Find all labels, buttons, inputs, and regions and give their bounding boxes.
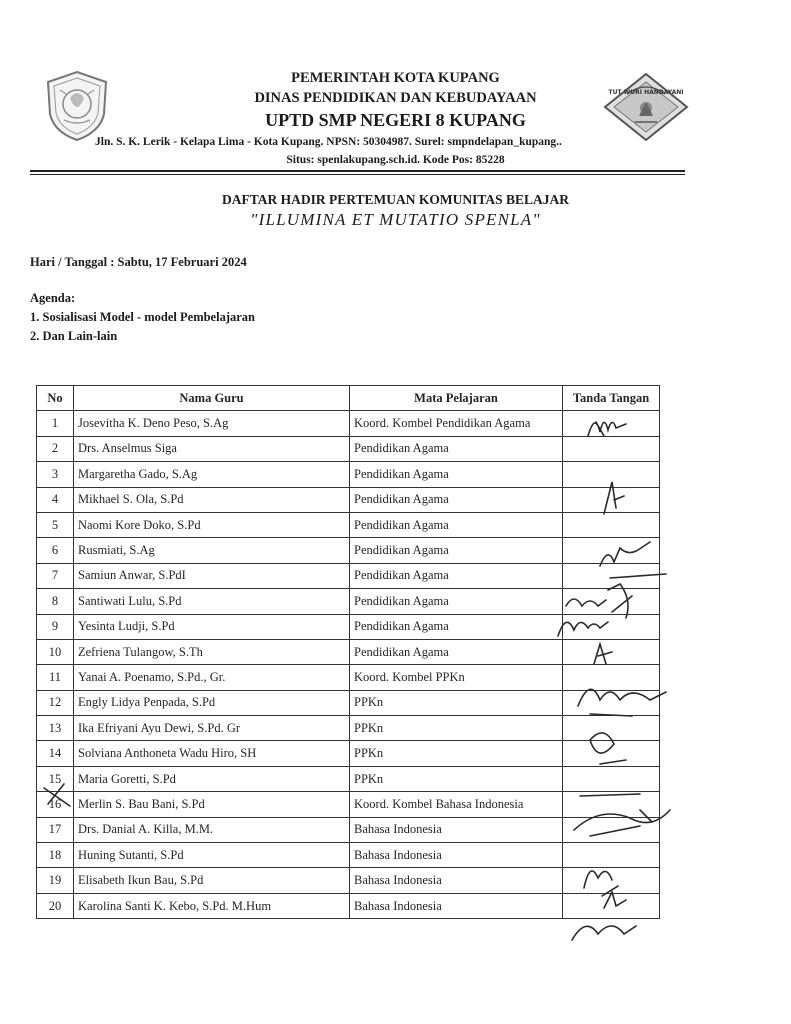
teacher-name: Huning Sutanti, S.Pd [74, 843, 350, 868]
signature-cell [563, 843, 660, 868]
teacher-name: Karolina Santi K. Kebo, S.Pd. M.Hum [74, 893, 350, 918]
teacher-name: Ika Efriyani Ayu Dewi, S.Pd. Gr [74, 716, 350, 741]
row-number: 17 [37, 817, 74, 842]
teacher-name: Yesinta Ludji, S.Pd [74, 614, 350, 639]
header-no: No [37, 386, 74, 411]
agenda-label: Agenda: [30, 291, 76, 305]
table-row [37, 792, 660, 817]
header-signature: Tanda Tangan [563, 386, 660, 411]
signature-cell [563, 411, 660, 436]
signature-cell [563, 487, 660, 512]
letterhead-department: DINAS PENDIDIKAN DAN KEBUDAYAAN [254, 90, 537, 106]
row-number: 10 [37, 639, 74, 664]
subject: Pendidikan Agama [350, 614, 563, 639]
subject: Pendidikan Agama [350, 589, 563, 614]
teacher-name: Elisabeth Ikun Bau, S.Pd [74, 868, 350, 893]
signature-cell [563, 436, 660, 461]
letterhead-rule-thin [30, 174, 685, 175]
table-row [37, 639, 660, 664]
table-row [37, 690, 660, 715]
signature-cell [563, 665, 660, 690]
teacher-name: Rusmiati, S.Ag [74, 538, 350, 563]
header-subject: Mata Pelajaran [350, 386, 563, 411]
row-number: 13 [37, 716, 74, 741]
date-line: Hari / Tanggal : Sabtu, 17 Februari 2024 [30, 255, 247, 269]
table-row [37, 741, 660, 766]
signature-cell [563, 639, 660, 664]
teacher-name: Josevitha K. Deno Peso, S.Ag [74, 411, 350, 436]
subject: Koord. Kombel PPKn [350, 665, 563, 690]
teacher-name: Drs. Danial A. Killa, M.M. [74, 817, 350, 842]
agenda-item: 2. Dan Lain-lain [30, 329, 118, 343]
teacher-name: Drs. Anselmus Siga [74, 436, 350, 461]
row-number: 7 [37, 563, 74, 588]
signature-cell [563, 868, 660, 893]
row-number: 18 [37, 843, 74, 868]
subject: Bahasa Indonesia [350, 817, 563, 842]
signature-cell [563, 614, 660, 639]
attendance-table [36, 385, 660, 919]
subject: Pendidikan Agama [350, 487, 563, 512]
table-row [37, 538, 660, 563]
row-number: 12 [37, 690, 74, 715]
table-row [37, 589, 660, 614]
subject: Koord. Kombel Bahasa Indonesia [350, 792, 563, 817]
signature-cell [563, 716, 660, 741]
teacher-name: Santiwati Lulu, S.Pd [74, 589, 350, 614]
table-row [37, 766, 660, 791]
tut-wuri-logo-text: TUT WURI HANDAYANI [608, 89, 684, 96]
letterhead-government: PEMERINTAH KOTA KUPANG [291, 70, 500, 86]
subject: Pendidikan Agama [350, 436, 563, 461]
teacher-name: Zefriena Tulangow, S.Th [74, 639, 350, 664]
letterhead-website: Situs: spenlakupang.sch.id. Kode Pos: 85228 [286, 154, 505, 166]
signature-cell [563, 893, 660, 918]
document-title: DAFTAR HADIR PERTEMUAN KOMUNITAS BELAJAR [221, 192, 570, 207]
row-number: 11 [37, 665, 74, 690]
letterhead-address: Jln. S. K. Lerik - Kelapa Lima - Kota Kupang. NPSN: 50304987. Surel: smpndelapan_kupang.. [95, 136, 562, 148]
letterhead-school-name: UPTD SMP NEGERI 8 KUPANG [265, 110, 526, 130]
row-number: 14 [37, 741, 74, 766]
table-row [37, 843, 660, 868]
table-row [37, 411, 660, 436]
subject: PPKn [350, 766, 563, 791]
signature-cell [563, 462, 660, 487]
signature-cell [563, 741, 660, 766]
row-number: 2 [37, 436, 74, 461]
table-row [37, 487, 660, 512]
row-number: 15 [37, 766, 74, 791]
row-number: 3 [37, 462, 74, 487]
table-row [37, 868, 660, 893]
table-row [37, 436, 660, 461]
row-number: 19 [37, 868, 74, 893]
table-row [37, 614, 660, 639]
row-number: 16 [37, 792, 74, 817]
subject: PPKn [350, 690, 563, 715]
letterhead-rule-thick [30, 170, 685, 172]
signature-cell [563, 792, 660, 817]
table-header-row [37, 386, 660, 411]
signature-cell [563, 563, 660, 588]
signature-cell [563, 512, 660, 537]
teacher-name: Mikhael S. Ola, S.Pd [74, 487, 350, 512]
table-row [37, 665, 660, 690]
subject: Pendidikan Agama [350, 563, 563, 588]
subject: Pendidikan Agama [350, 639, 563, 664]
teacher-name: Solviana Anthoneta Wadu Hiro, SH [74, 741, 350, 766]
subject: Bahasa Indonesia [350, 843, 563, 868]
subject: PPKn [350, 716, 563, 741]
teacher-name: Yanai A. Poenamo, S.Pd., Gr. [74, 665, 350, 690]
row-number: 6 [37, 538, 74, 563]
table-row [37, 817, 660, 842]
subject: PPKn [350, 741, 563, 766]
table-row [37, 893, 660, 918]
signature-cell [563, 538, 660, 563]
teacher-name: Naomi Kore Doko, S.Pd [74, 512, 350, 537]
table-row [37, 716, 660, 741]
subject: Bahasa Indonesia [350, 893, 563, 918]
signature-cell [563, 589, 660, 614]
signature-cell [563, 690, 660, 715]
teacher-name: Samiun Anwar, S.PdI [74, 563, 350, 588]
subject: Pendidikan Agama [350, 462, 563, 487]
table-row [37, 462, 660, 487]
subject: Bahasa Indonesia [350, 868, 563, 893]
row-number: 1 [37, 411, 74, 436]
subject: Pendidikan Agama [350, 512, 563, 537]
row-number: 9 [37, 614, 74, 639]
teacher-name: Engly Lidya Penpada, S.Pd [74, 690, 350, 715]
header-name: Nama Guru [74, 386, 350, 411]
signature-cell [563, 766, 660, 791]
row-number: 8 [37, 589, 74, 614]
table-row [37, 512, 660, 537]
agenda-item: 1. Sosialisasi Model - model Pembelajaran [30, 310, 255, 324]
row-number: 5 [37, 512, 74, 537]
signature-cell [563, 817, 660, 842]
teacher-name: Margaretha Gado, S.Ag [74, 462, 350, 487]
subject: Koord. Kombel Pendidikan Agama [350, 411, 563, 436]
document-subtitle: "ILLUMINA ET MUTATIO SPENLA" [250, 210, 541, 229]
signature-icon [572, 926, 636, 940]
row-number: 4 [37, 487, 74, 512]
row-number: 20 [37, 893, 74, 918]
subject: Pendidikan Agama [350, 538, 563, 563]
table-row [37, 563, 660, 588]
teacher-name: Maria Goretti, S.Pd [74, 766, 350, 791]
teacher-name: Merlin S. Bau Bani, S.Pd [74, 792, 350, 817]
